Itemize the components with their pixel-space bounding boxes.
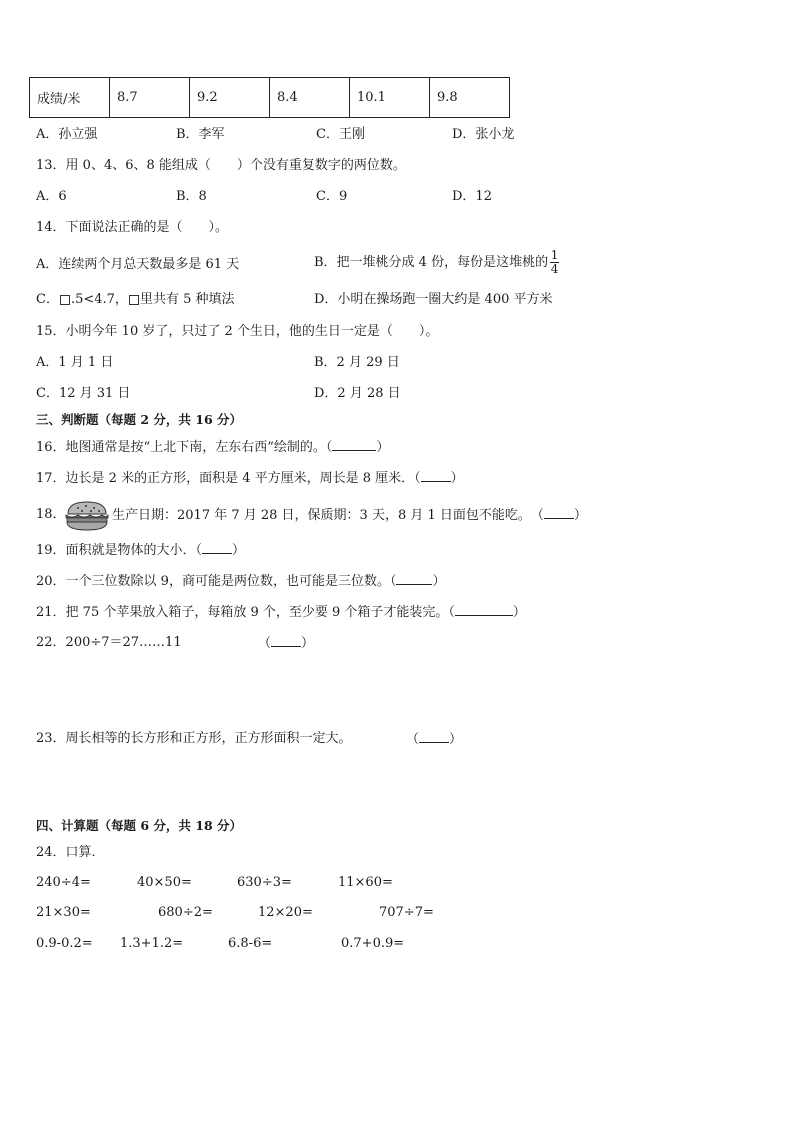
section-heading: 三、判断题（每题 2 分，共 16 分） xyxy=(36,412,243,427)
blank-box-icon xyxy=(60,295,70,305)
q19-text xyxy=(36,541,245,560)
q18-stem: 生产日期：2017 年 7 月 28 日，保质期：3 天，8 月 1 日面包不能吃。 （ xyxy=(112,508,544,523)
answer-blank[interactable] xyxy=(419,730,449,743)
q23-text: 23．周长相等的长方形和正方形，正方形面积一定大。 xyxy=(36,731,352,746)
q16-text xyxy=(36,438,389,457)
q14-text: 14．下面说法正确的是（ ）。 xyxy=(36,220,229,235)
q12-option-a: A．孙立强 xyxy=(36,127,98,142)
answer-blank[interactable] xyxy=(271,634,301,647)
q20-stem: 20．一个三位数除以 9，商可能是两位数，也可能是三位数。（ xyxy=(36,574,397,589)
q14-option-d: D．小明在操场跑一圈大约是 400 平方米 xyxy=(314,292,553,307)
q17-text xyxy=(36,469,464,488)
calc-item: 0.9-0.2= xyxy=(36,936,93,951)
paren-close: ） xyxy=(432,574,446,589)
paren-close: ） xyxy=(376,440,390,455)
q21-text xyxy=(36,603,526,622)
paren-open: （ xyxy=(406,732,420,747)
q15-text: 15．小明今年 10 岁了，只过了 2 个生日，他的生日一定是（ ）。 xyxy=(36,324,439,339)
answer-blank[interactable] xyxy=(202,541,232,554)
fraction-numerator: 1 xyxy=(550,248,559,262)
q15-option-d: D．2 月 28 日 xyxy=(314,386,401,401)
calc-item: 240÷4= xyxy=(36,875,91,890)
q12-option-c: C．王刚 xyxy=(316,127,365,142)
blank-box-icon xyxy=(129,295,139,305)
q15-option-b: B．2 月 29 日 xyxy=(314,355,400,370)
q21-stem: 21．把 75 个苹果放入箱子，每箱放 9 个，至少要 9 个箱子才能装完。（ xyxy=(36,605,455,620)
q16-stem: 16．地图通常是按“上北下南，左东右西”绘制的。（ xyxy=(36,440,333,455)
calc-item: 6.8-6= xyxy=(228,936,273,951)
q18-text xyxy=(112,506,587,525)
calc-item: 21×30= xyxy=(36,905,91,920)
calc-item: 680÷2= xyxy=(158,905,213,920)
paren-close: ） xyxy=(232,543,246,558)
fraction-denominator: 4 xyxy=(550,262,559,276)
fraction xyxy=(550,249,559,276)
calc-item: 1.3+1.2= xyxy=(120,936,184,951)
q14-option-c-post: 里共有 5 种填法 xyxy=(139,292,235,307)
q13-text: 13．用 0、4、6、8 能组成（ ）个没有重复数字的两位数。 xyxy=(36,158,406,173)
table-cell: 10.1 xyxy=(350,78,430,118)
answer-blank[interactable] xyxy=(421,469,451,482)
q14-option-a: A．连续两个月总天数最多是 61 天 xyxy=(36,257,240,272)
calc-item: 707÷7= xyxy=(379,905,434,920)
table-cell: 9.8 xyxy=(430,78,510,118)
paren-close: ） xyxy=(301,636,315,651)
table-row xyxy=(30,78,510,118)
q14-option-b-text: B．把一堆桃分成 4 份，每份是这堆桃的 xyxy=(314,255,549,270)
answer-blank[interactable] xyxy=(396,572,432,585)
q13-option-b: B．8 xyxy=(176,189,207,204)
table-header-cell: 成绩/米 xyxy=(30,78,110,118)
q19-stem: 19．面积就是物体的大小．（ xyxy=(36,543,203,558)
q18-number: 18． xyxy=(36,507,66,522)
calc-item: 40×50= xyxy=(137,875,192,890)
q13-option-c: C．9 xyxy=(316,189,348,204)
q22-text: 22．200÷7＝27……11 xyxy=(36,635,182,650)
score-table xyxy=(29,77,510,118)
q14-option-c-prefix: C． xyxy=(36,292,59,307)
calc-item: 11×60= xyxy=(338,875,393,890)
q13-option-d: D．12 xyxy=(452,189,492,204)
paren-close: ） xyxy=(450,471,464,486)
q12-option-b: B．李军 xyxy=(176,127,225,142)
table-cell: 8.4 xyxy=(270,78,350,118)
calc-item: 12×20= xyxy=(258,905,313,920)
paren-close: ） xyxy=(512,605,526,620)
answer-blank[interactable] xyxy=(544,506,574,519)
q14-option-b xyxy=(314,246,559,280)
q24-text: 24．口算． xyxy=(36,845,105,860)
q15-option-c: C．12 月 31 日 xyxy=(36,386,131,401)
hamburger-icon xyxy=(64,500,110,532)
q13-option-a: A．6 xyxy=(36,189,67,204)
paren-open: （ xyxy=(258,636,272,651)
paren-close: ） xyxy=(573,508,587,523)
q14-option-c-mid: .5<4.7， xyxy=(70,292,128,307)
q20-text xyxy=(36,572,445,591)
answer-blank[interactable] xyxy=(332,438,376,451)
q12-option-d: D．张小龙 xyxy=(452,127,515,142)
calc-item: 0.7+0.9= xyxy=(341,936,405,951)
q23-answer xyxy=(406,730,462,749)
calc-item: 630÷3= xyxy=(237,875,292,890)
q15-option-a: A．1 月 1 日 xyxy=(36,355,114,370)
paren-close: ） xyxy=(449,732,463,747)
section-heading: 四、计算题（每题 6 分，共 18 分） xyxy=(36,818,243,833)
table-cell: 9.2 xyxy=(190,78,270,118)
table-cell: 8.7 xyxy=(110,78,190,118)
q17-stem: 17．边长是 2 米的正方形，面积是 4 平方厘米，周长是 8 厘米．（ xyxy=(36,471,421,486)
q14-option-c xyxy=(36,291,234,309)
answer-blank[interactable] xyxy=(455,603,513,616)
q22-answer xyxy=(258,634,314,653)
